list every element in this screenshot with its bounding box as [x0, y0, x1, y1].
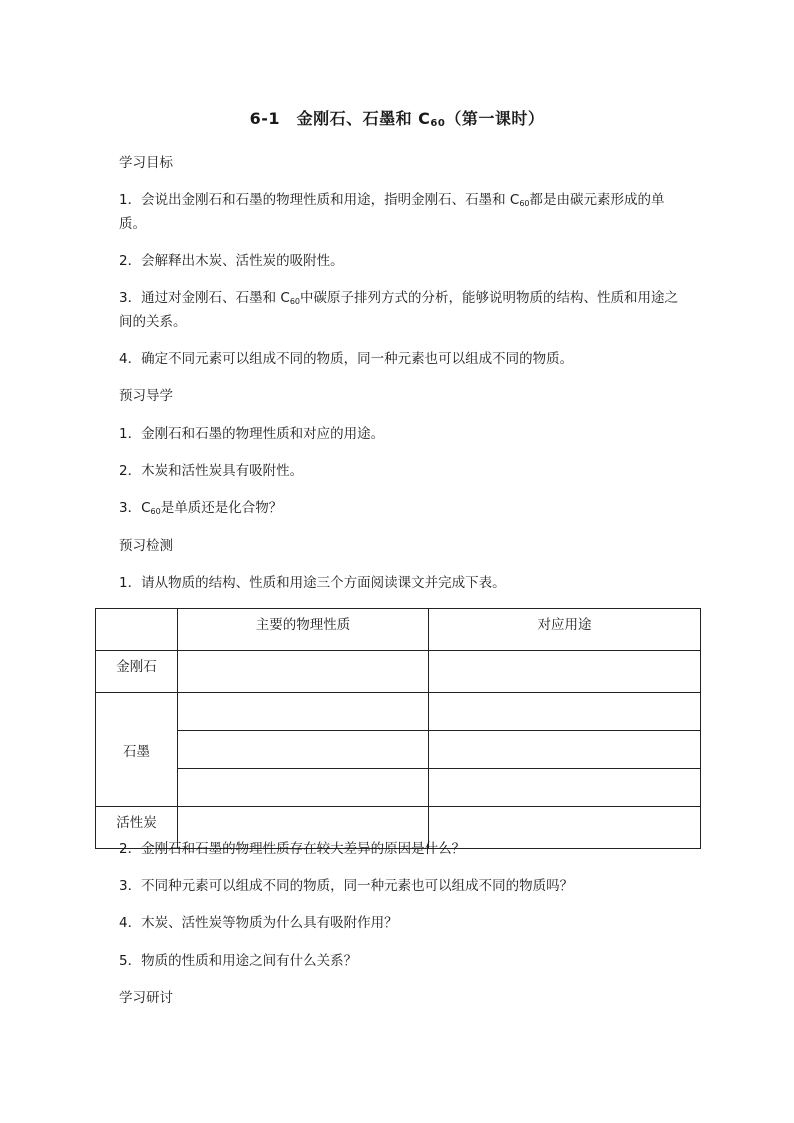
table-cell-blank[interactable]: [178, 651, 429, 693]
check-4: 4．木炭、活性炭等物质为什么具有吸附作用？: [119, 915, 398, 931]
table-cell-blank[interactable]: [429, 769, 701, 807]
table-row: [96, 731, 701, 769]
check-1: 1．请从物质的结构、性质和用途三个方面阅读课文并完成下表。: [119, 575, 506, 591]
objective-3: 3．通过对金刚石、石墨和 $C_{60}$中碳原子排列方式的分析，能够说明物质的结构、性质和用途之间的关系。: [119, 290, 678, 330]
row-label-graphite: 石墨: [96, 693, 178, 807]
check-3: 3．不同种元素可以组成不同的物质，同一种元素也可以组成不同的物质吗？: [119, 878, 574, 894]
table-row: [96, 651, 701, 693]
table-cell-blank[interactable]: [178, 769, 429, 807]
section-heading-preview-guide: 预习导学: [119, 388, 173, 404]
section-heading-preview-check: 预习检测: [119, 538, 173, 554]
table-cell-blank[interactable]: [429, 651, 701, 693]
page-title: 6-1 金刚石、石墨和 $C_{60}$（第一课时）: [249, 109, 545, 129]
row-label-activated-carbon: 活性炭: [96, 807, 178, 849]
check-5: 5．物质的性质和用途之间有什么关系？: [119, 953, 358, 969]
check-2: 2．金刚石和石墨的物理性质存在较大差异的原因是什么？: [119, 841, 466, 857]
table-header-cell: 主要的物理性质: [178, 609, 429, 651]
table-cell-blank[interactable]: [429, 807, 701, 849]
table-cell-blank[interactable]: [178, 693, 429, 731]
section-heading-objectives: 学习目标: [119, 155, 173, 171]
guide-3: 3．$C_{60}$是单质还是化合物？: [119, 500, 283, 516]
objective-4: 4．确定不同元素可以组成不同的物质，同一种元素也可以组成不同的物质。: [119, 351, 574, 367]
row-label-diamond: 金刚石: [96, 651, 178, 693]
table-cell-blank[interactable]: [178, 731, 429, 769]
properties-table: [95, 608, 701, 849]
table-header-row: [96, 609, 701, 651]
table-cell-blank[interactable]: [429, 731, 701, 769]
objective-1: 1．会说出金刚石和石墨的物理性质和用途，指明金刚石、石墨和 $C_{60}$都是由碳元素形成的单质。: [119, 192, 665, 232]
objective-2: 2．会解释出木炭、活性炭的吸附性。: [119, 253, 344, 269]
table-row: [96, 769, 701, 807]
section-heading-study: 学习研讨: [119, 990, 173, 1006]
table-header-cell: 对应用途: [429, 609, 701, 651]
table-header-cell: [96, 609, 178, 651]
guide-2: 2．木炭和活性炭具有吸附性。: [119, 463, 304, 479]
table-cell-blank[interactable]: [429, 693, 701, 731]
guide-1: 1．金刚石和石墨的物理性质和对应的用途。: [119, 426, 385, 442]
table-row: [96, 693, 701, 731]
